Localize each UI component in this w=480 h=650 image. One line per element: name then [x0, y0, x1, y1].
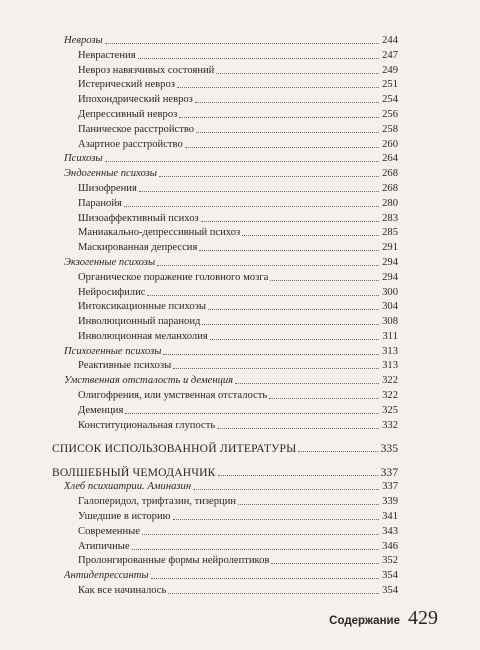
toc-entry-page: 256 [382, 108, 398, 120]
toc-entry-page: 354 [382, 570, 398, 582]
toc-entry [78, 415, 398, 432]
toc-entry-page: 254 [382, 94, 398, 106]
toc-entry-title: СПИСОК ИСПОЛЬЗОВАННОЙ ЛИТЕРАТУРЫ [52, 442, 297, 456]
toc-entry-page: 325 [382, 404, 398, 416]
toc-entry-title: Атипичные [78, 540, 130, 552]
toc-entry-page: 249 [382, 64, 398, 76]
toc-entry-title: Психозы [64, 153, 103, 165]
toc-entry-title: Интоксикационные психозы [78, 301, 207, 313]
toc-entry-title: Хлеб психиатрии. Аминазин [64, 481, 192, 493]
toc-entry-title: Инволюционная меланхолия [78, 330, 208, 342]
toc-entry-title: Паранойя [78, 197, 122, 209]
toc-entry-title: Реактивные психозы [78, 360, 172, 372]
toc-entry-page: 322 [382, 375, 398, 387]
toc-entry-title: Как все начиналось [78, 585, 167, 596]
toc-entry-title: Маскированная депрессия [78, 242, 198, 254]
toc-entry-title: Органическое поражение головного мозга [78, 271, 269, 283]
toc-entry-page: 308 [382, 316, 398, 328]
toc-entry-title: Психогенные психозы [64, 345, 162, 357]
toc-entry-page: 283 [382, 212, 398, 224]
toc-entry-page: 352 [382, 555, 398, 567]
toc-entry-page: 337 [380, 465, 398, 479]
toc-entry-page: 280 [382, 197, 398, 209]
toc-entry-title: Нейросифилис [78, 286, 146, 298]
toc-entry-page: 335 [380, 442, 398, 456]
toc-entry-title: Деменция [78, 404, 124, 416]
toc-entry-page: 311 [382, 330, 398, 342]
dot-leader [168, 593, 379, 594]
toc-entry-page: 300 [382, 286, 398, 298]
toc-entry-page: 313 [382, 360, 398, 372]
toc-entry-page: 264 [382, 153, 398, 165]
toc-entry-page: 346 [382, 540, 398, 552]
toc-entry-title: Шизоаффективный психоз [78, 212, 199, 224]
toc-entry-title: Антидепрессанты [64, 570, 149, 582]
toc-entry-title: Маниакально-депрессивный психоз [78, 227, 241, 239]
toc-entry-page: 332 [382, 419, 398, 431]
toc-entry-page: 258 [382, 123, 398, 135]
toc-entry-page: 294 [382, 271, 398, 283]
footer-section-title: Содержание [329, 615, 400, 627]
toc-entry-page: 260 [382, 138, 398, 150]
toc-entry-page: 294 [382, 256, 398, 268]
footer-page-number: 429 [408, 607, 438, 629]
toc-entry-title: Экзогенные психозы [64, 256, 156, 268]
toc-entry-title: Неврозы [64, 35, 103, 46]
toc-entry-page: 337 [382, 481, 398, 493]
toc-entry-title: Ипохондрический невроз [78, 94, 193, 106]
toc-entry-page: 343 [382, 525, 398, 537]
toc-entry-page: 341 [382, 511, 398, 523]
toc-entry-title: Умственная отсталость и деменция [64, 375, 234, 387]
toc-entry-title: Паническое расстройство [78, 123, 195, 135]
toc-entry [52, 438, 398, 455]
toc-entry-title: Конституциональная глупость [78, 419, 216, 431]
toc-entry-page: 251 [382, 79, 398, 91]
toc-entry-page: 322 [382, 390, 398, 402]
toc-entry [78, 580, 398, 597]
toc-entry-title: Современные [78, 525, 140, 537]
toc-entry-page: 313 [382, 345, 398, 357]
toc-entry-title: Олигофрения, или умственная отсталость [78, 390, 268, 402]
toc-entry-page: 339 [382, 496, 398, 508]
toc-entry-title: Шизофрения [78, 182, 137, 194]
toc-entry-page: 304 [382, 301, 398, 313]
toc-entry-page: 268 [382, 168, 398, 180]
toc-entry-title: Неврастения [78, 49, 136, 61]
toc-entry-title: Пролонгированные формы нейролептиков [78, 555, 270, 567]
toc-entry-title: Депрессивный невроз [78, 108, 178, 120]
toc-entry-page: 244 [382, 35, 398, 46]
dot-leader [217, 428, 379, 429]
toc-entry-page: 285 [382, 227, 398, 239]
toc-entry-page: 247 [382, 49, 398, 61]
toc-entry-title: Ушедшие в историю [78, 511, 171, 523]
toc-entry-title: Инволюционный параноид [78, 316, 201, 328]
toc-entry-title: ВОЛШЕБНЫЙ ЧЕМОДАНЧИК [52, 465, 216, 479]
dot-leader [298, 451, 377, 452]
toc-entry-title: Истерический невроз [78, 79, 175, 91]
toc-entry-title: Невроз навязчивых состояний [78, 64, 215, 76]
page-footer [0, 607, 480, 633]
toc-entry-title: Азартное расстройство [78, 138, 183, 150]
toc-entry-title: Галоперидол, трифтазин, тизерцин [78, 496, 237, 508]
toc-entry-page: 268 [382, 182, 398, 194]
toc-entry-page: 291 [382, 242, 398, 254]
toc-entry-title: Эндогенные психозы [64, 168, 157, 180]
toc-entry-page: 354 [382, 585, 398, 596]
